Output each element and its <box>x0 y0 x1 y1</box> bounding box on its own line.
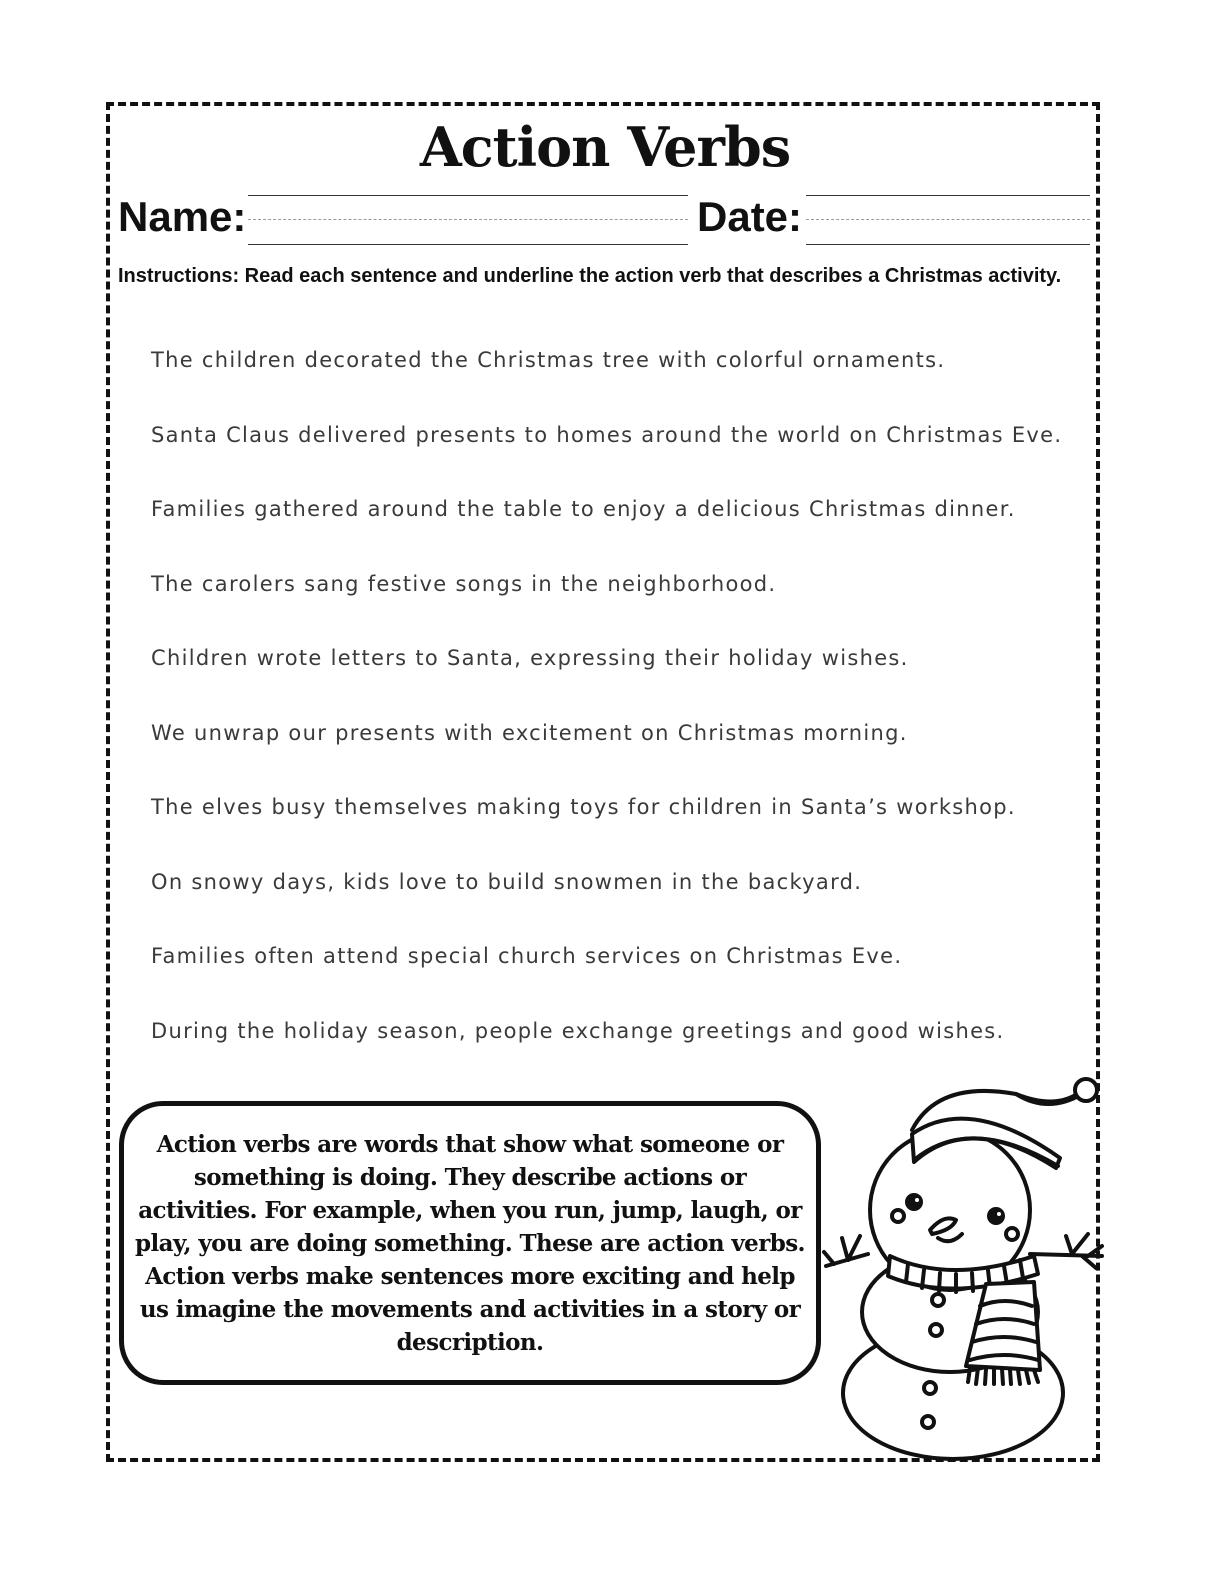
sentence-list <box>151 340 1062 1085</box>
name-label: Name: <box>118 193 247 240</box>
sentence-item: During the holiday season, people exchange greetings and good wishes. <box>151 1018 1005 1043</box>
sentence-item: Families often attend special church services on Christmas Eve. <box>151 944 903 968</box>
date-field[interactable] <box>806 195 1090 245</box>
sentence-item: The elves busy themselves making toys for children in Santa’s workshop. <box>151 795 1016 819</box>
sentence-item: Children wrote letters to Santa, expressing their holiday wishes. <box>151 646 909 670</box>
page-title: Action Verbs <box>419 115 791 179</box>
sentence-item: The carolers sang festive songs in the neighborhood. <box>151 571 777 596</box>
sentence-item: The children decorated the Christmas tree with colorful ornaments. <box>151 348 946 372</box>
date-label: Date: <box>697 193 803 240</box>
name-field[interactable] <box>248 195 688 245</box>
sentence-item: Santa Claus delivered presents to homes around the world on Christmas Eve. <box>151 422 1063 447</box>
definition-text: Action verbs are words that show what someone or something is doing. They describe actions or activities. For example, when you run, jump, laugh, or play, you are doing something. These are action verbs. Action verbs make sentences more exciting and help us imagine the movements and activities in a story or description. <box>135 1130 805 1356</box>
sentence-item: On snowy days, kids love to build snowmen in the backyard. <box>151 869 863 894</box>
sentence-item: We unwrap our presents with excitement on Christmas morning. <box>151 720 908 745</box>
snowman-icon <box>820 1070 1110 1462</box>
sentence-item: Families gathered around the table to enjoy a delicious Christmas dinner. <box>151 497 1016 521</box>
instructions-text: Instructions: Read each sentence and underline the action verb that describes a Christmas activity. <box>118 265 1062 287</box>
definition-box <box>119 1101 821 1385</box>
